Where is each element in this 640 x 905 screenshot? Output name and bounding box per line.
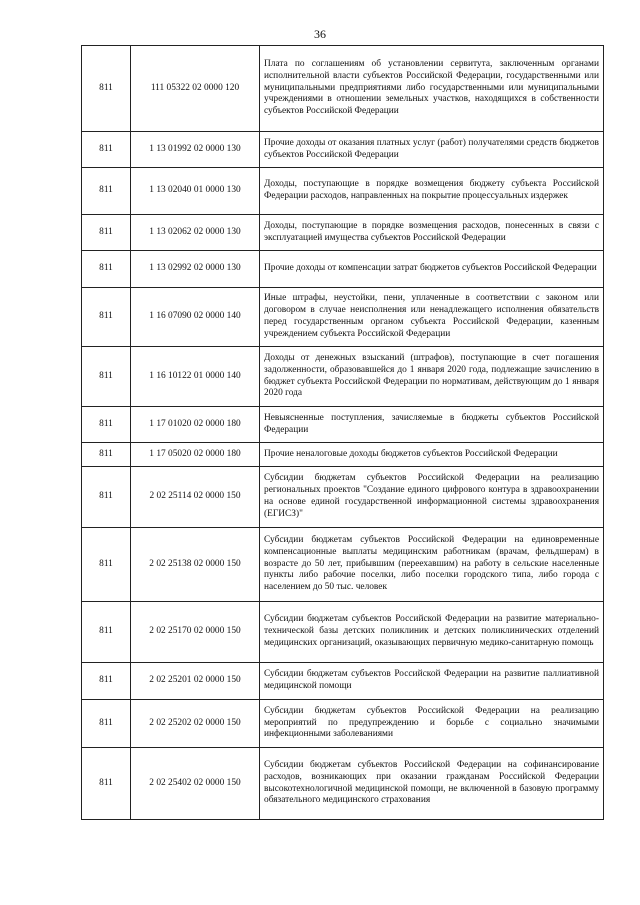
budget-classification-code-cell: 1 13 02062 02 0000 130	[131, 215, 260, 251]
admin-code-cell: 811	[82, 288, 131, 347]
revenue-name-cell: Доходы, поступающие в порядке возмещения бюджету субъекта Российской Федерации расходов, направленных на покрытие процессуальных издержек	[260, 168, 604, 215]
budget-classification-code-cell: 1 17 05020 02 0000 180	[131, 443, 260, 467]
table-row	[82, 46, 604, 132]
revenue-name-cell: Прочие доходы от компенсации затрат бюджетов субъектов Российской Федерации	[260, 251, 604, 288]
admin-code-cell: 811	[82, 528, 131, 602]
revenue-name-cell: Прочие доходы от оказания платных услуг (работ) получателями средств бюджетов субъектов Российской Федерации	[260, 132, 604, 168]
revenue-name-cell: Субсидии бюджетам субъектов Российской Федерации на развитие материально-технической базы детских поликлиник и детских поликлинических отделений медицинских организаций, оказывающих первичную медико-санитарную помощь	[260, 602, 604, 663]
budget-classification-code-cell: 1 17 01020 02 0000 180	[131, 407, 260, 443]
budget-classification-code-cell: 1 16 10122 01 0000 140	[131, 347, 260, 407]
budget-classification-code-cell: 2 02 25201 02 0000 150	[131, 663, 260, 700]
table-row	[82, 347, 604, 407]
admin-code-cell: 811	[82, 251, 131, 288]
budget-classification-code-cell: 111 05322 02 0000 120	[131, 46, 260, 132]
revenue-name-cell: Субсидии бюджетам субъектов Российской Федерации на единовременные компенсационные выплаты медицинским работникам (врачам, фельдшерам) в возрасте до 50 лет, прибывшим (переехавшим) на работу в сельские населенные пункты либо рабочие поселки, либо поселки городского типа, либо города с населением до 50 тыс. человек	[260, 528, 604, 602]
budget-classification-code-cell: 2 02 25138 02 0000 150	[131, 528, 260, 602]
table-row	[82, 748, 604, 820]
table-row	[82, 443, 604, 467]
admin-code-cell: 811	[82, 132, 131, 168]
table-row	[82, 288, 604, 347]
admin-code-cell: 811	[82, 467, 131, 528]
table-row	[82, 700, 604, 748]
page-number: 36	[314, 27, 326, 41]
table-row	[82, 602, 604, 663]
table-row	[82, 663, 604, 700]
budget-classification-code-cell: 1 13 02040 01 0000 130	[131, 168, 260, 215]
admin-code-cell: 811	[82, 748, 131, 820]
table-row	[82, 251, 604, 288]
revenue-name-cell: Субсидии бюджетам субъектов Российской Федерации на софинансирование расходов, возникающих при оказании гражданам Российской Федерации высокотехнологичной медицинской помощи, не включенной в базовую программу обязательного медицинского страхования	[260, 748, 604, 820]
admin-code-cell: 811	[82, 663, 131, 700]
revenue-name-cell: Доходы от денежных взысканий (штрафов), поступающие в счет погашения задолженности, образовавшейся до 1 января 2020 года, подлежащие зачислению в бюджет субъекта Российской Федерации по нормативам, действующим до 1 января 2020 года	[260, 347, 604, 407]
budget-classification-code-cell: 1 13 02992 02 0000 130	[131, 251, 260, 288]
admin-code-cell: 811	[82, 46, 131, 132]
budget-classification-code-cell: 2 02 25114 02 0000 150	[131, 467, 260, 528]
revenue-name-cell: Субсидии бюджетам субъектов Российской Федерации на развитие паллиативной медицинской помощи	[260, 663, 604, 700]
admin-code-cell: 811	[82, 443, 131, 467]
revenue-name-cell: Субсидии бюджетам субъектов Российской Федерации на реализацию региональных проектов "Создание единого цифрового контура в здравоохранении на основе единой государственной информационной системы здравоохранения (ЕГИСЗ)"	[260, 467, 604, 528]
budget-classification-code-cell: 1 16 07090 02 0000 140	[131, 288, 260, 347]
table-row	[82, 215, 604, 251]
table-row	[82, 132, 604, 168]
revenue-name-cell: Иные штрафы, неустойки, пени, уплаченные в соответствии с законом или договором в случае неисполнения или ненадлежащего исполнения обязательств перед государственным органом субъекта Российской Федерации, казенным учреждением субъекта Российской Федерации	[260, 288, 604, 347]
revenue-name-cell: Прочие неналоговые доходы бюджетов субъектов Российской Федерации	[260, 443, 604, 467]
revenue-codes-table	[81, 45, 604, 820]
admin-code-cell: 811	[82, 602, 131, 663]
table-row	[82, 528, 604, 602]
admin-code-cell: 811	[82, 700, 131, 748]
admin-code-cell: 811	[82, 407, 131, 443]
table-row	[82, 168, 604, 215]
revenue-name-cell: Невыясненные поступления, зачисляемые в бюджеты субъектов Российской Федерации	[260, 407, 604, 443]
revenue-name-cell: Субсидии бюджетам субъектов Российской Федерации на реализацию мероприятий по предупреждению и борьбе с социально значимыми инфекционными заболеваниями	[260, 700, 604, 748]
admin-code-cell: 811	[82, 347, 131, 407]
admin-code-cell: 811	[82, 168, 131, 215]
budget-classification-code-cell: 2 02 25170 02 0000 150	[131, 602, 260, 663]
table-row	[82, 467, 604, 528]
budget-classification-code-cell: 1 13 01992 02 0000 130	[131, 132, 260, 168]
revenue-name-cell: Плата по соглашениям об установлении сервитута, заключенным органами исполнительной власти субъектов Российской Федерации, государственными или муниципальными предприятиями либо государственными или муниципальными учреждениями в отношении земельных участков, находящихся в собственности субъектов Российской Федерации	[260, 46, 604, 132]
budget-classification-code-cell: 2 02 25202 02 0000 150	[131, 700, 260, 748]
budget-classification-code-cell: 2 02 25402 02 0000 150	[131, 748, 260, 820]
admin-code-cell: 811	[82, 215, 131, 251]
revenue-name-cell: Доходы, поступающие в порядке возмещения расходов, понесенных в связи с эксплуатацией имущества субъектов Российской Федерации	[260, 215, 604, 251]
table-row	[82, 407, 604, 443]
